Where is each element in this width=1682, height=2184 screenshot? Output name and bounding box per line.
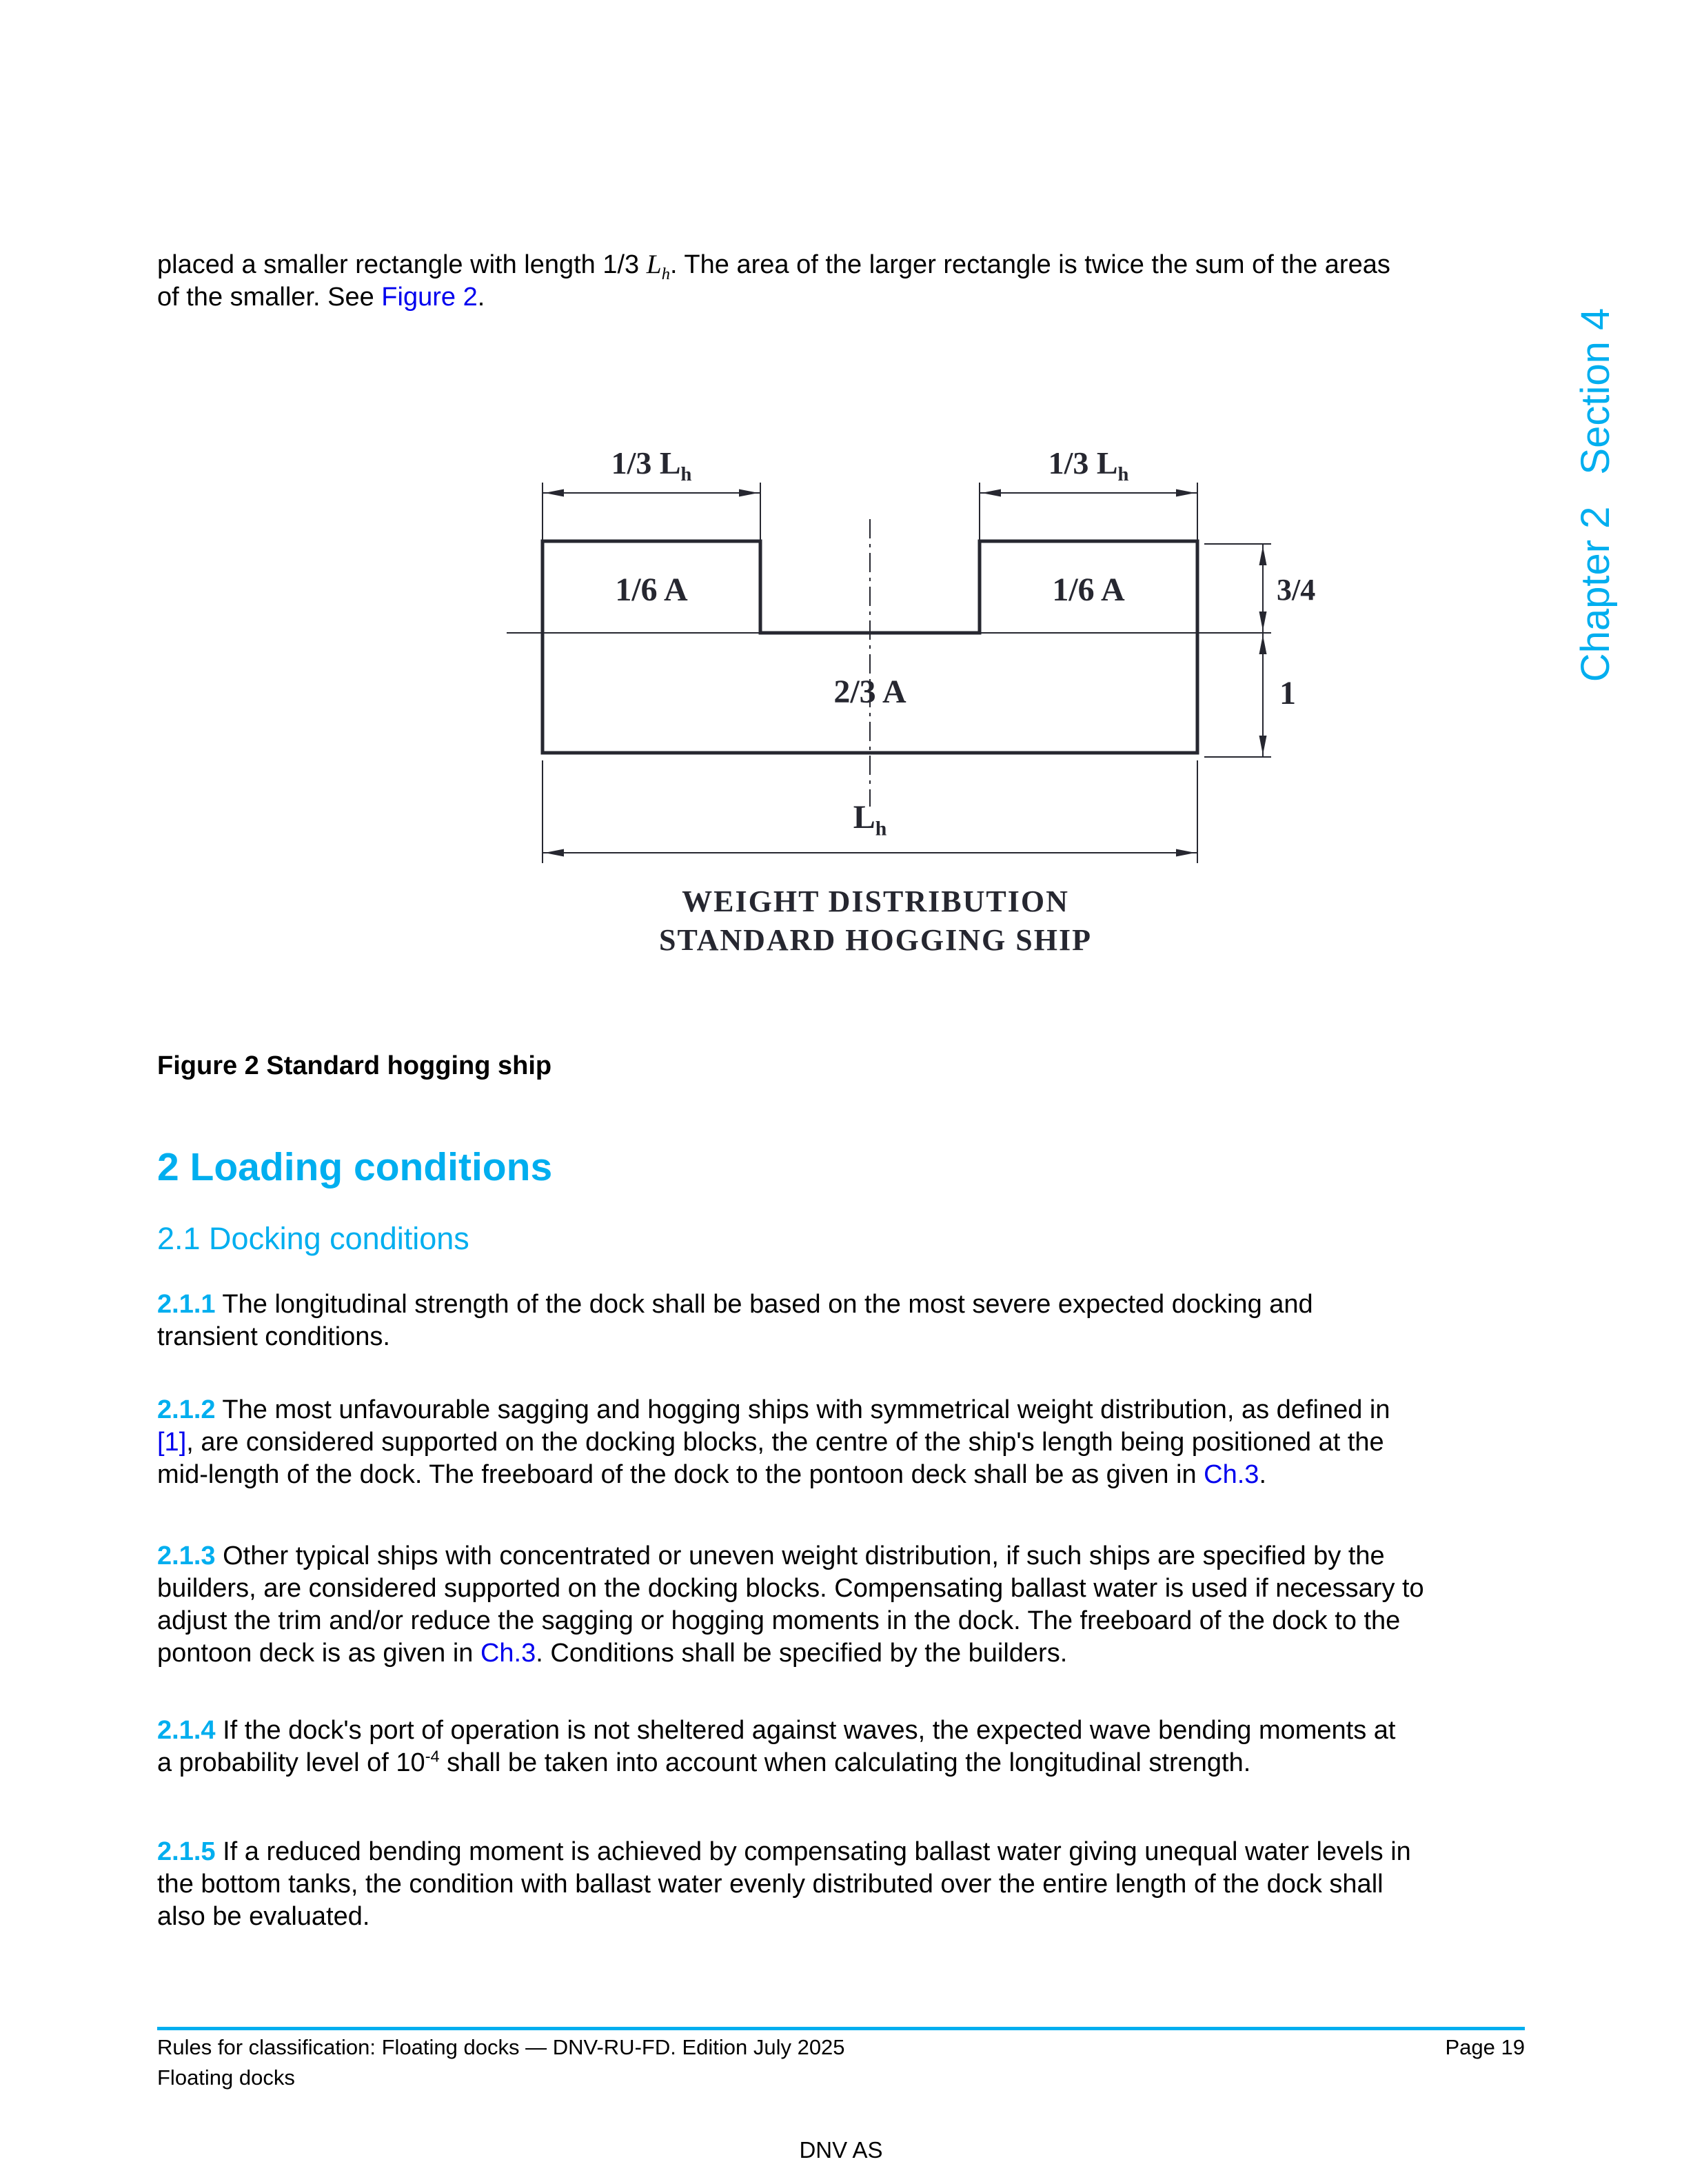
area-label-left: 1/6 A <box>615 572 688 608</box>
diagram-title-line1: WEIGHT DISTRIBUTION <box>682 884 1069 918</box>
paragraph-2-1-4 <box>157 1715 1577 1779</box>
paragraph-number: 2.1.1 <box>157 1290 216 1319</box>
sidebar-chapter-label: Chapter 2 <box>1573 506 1618 682</box>
figure-2-link[interactable]: Figure 2 <box>381 283 478 312</box>
footer-line-1 <box>157 2034 1525 2061</box>
superscript-exponent: -4 <box>425 1747 440 1766</box>
paragraph-2-1-5 <box>157 1836 1577 1933</box>
paragraph-text: the bottom tanks, the condition with ballast water evenly distributed over the entire length of the dock shall <box>157 1870 1384 1899</box>
intro-text-2: . The area of the larger rectangle is twice the sum of the areas <box>669 250 1390 279</box>
paragraph-number: 2.1.2 <box>157 1395 216 1424</box>
footer-line-2: Floating docks <box>157 2065 295 2090</box>
math-variable-Lh: $L_h$ <box>646 249 670 283</box>
paragraph-text: If the dock's port of operation is not sheltered against waves, the expected wave bending moments at <box>223 1716 1396 1745</box>
subsection-heading: 2.1 Docking conditions <box>157 1221 469 1256</box>
intro-paragraph <box>157 248 1570 314</box>
publisher-label: DNV AS <box>799 2137 883 2163</box>
paragraph-2-1-1 <box>157 1288 1577 1353</box>
length-label: $L_h$ <box>853 799 887 840</box>
ratio-label-upper: 3/4 <box>1277 573 1316 607</box>
figure-caption: Figure 2 Standard hogging ship <box>157 1051 552 1080</box>
paragraph-text: The most unfavourable sagging and hogging ships with symmetrical weight distribution, as defined in <box>222 1395 1390 1424</box>
dim-label-left: 1/3 $L_h$ <box>611 445 692 486</box>
paragraph-number: 2.1.3 <box>157 1541 216 1570</box>
paragraph-text: transient conditions. <box>157 1322 390 1351</box>
paragraph-number: 2.1.5 <box>157 1837 216 1866</box>
area-label-right: 1/6 A <box>1052 572 1125 608</box>
paragraph-text: . <box>1259 1460 1267 1489</box>
dim-label-right: 1/3 $L_h$ <box>1048 445 1129 486</box>
paragraph-text: , are considered supported on the docking blocks, the centre of the ship's length being positioned at the <box>186 1428 1384 1457</box>
sidebar-section-label: Section 4 <box>1573 307 1618 475</box>
paragraph-text: shall be taken into account when calculating the longitudinal strength. <box>439 1748 1251 1777</box>
ch3-link[interactable]: Ch.3 <box>480 1639 536 1668</box>
intro-text-4: . <box>477 283 485 312</box>
area-label-middle: 2/3 A <box>833 674 906 710</box>
paragraph-number: 2.1.4 <box>157 1716 216 1745</box>
paragraph-text: Other typical ships with concentrated or uneven weight distribution, if such ships are specified by the <box>223 1541 1385 1570</box>
paragraph-text: . Conditions shall be specified by the builders. <box>536 1639 1068 1668</box>
paragraph-text: The longitudinal strength of the dock shall be based on the most severe expected docking and <box>222 1290 1313 1319</box>
paragraph-text: a probability level of 10 <box>157 1748 425 1777</box>
paragraph-text: also be evaluated. <box>157 1902 370 1931</box>
intro-text-1: placed a smaller rectangle with length 1/3 <box>157 250 647 279</box>
ch3-link[interactable]: Ch.3 <box>1204 1460 1259 1489</box>
footer-rule <box>157 2027 1525 2030</box>
footer-edition-text: Rules for classification: Floating docks — DNV-RU-FD. Edition July 2025 <box>157 2035 845 2059</box>
chapter-section-sidebar <box>1572 254 1620 736</box>
intro-text-3: of the smaller. See <box>157 283 382 312</box>
diagram-title-line2: STANDARD HOGGING SHIP <box>659 923 1092 957</box>
ref-1-link[interactable]: [1] <box>157 1428 187 1457</box>
paragraph-text: adjust the trim and/or reduce the sagging or hogging moments in the dock. The freeboard of the dock to the <box>157 1606 1401 1635</box>
paragraph-text: If a reduced bending moment is achieved by compensating ballast water giving unequal water levels in <box>223 1837 1411 1866</box>
footer-page-number: Page 19 <box>1445 2035 1525 2059</box>
paragraph-2-1-2 <box>157 1394 1577 1491</box>
paragraph-2-1-3 <box>157 1540 1577 1670</box>
paragraph-text: pontoon deck is as given in <box>157 1639 480 1668</box>
paragraph-text: builders, are considered supported on the docking blocks. Compensating ballast water is used if necessary to <box>157 1574 1424 1603</box>
ratio-label-lower: 1 <box>1279 675 1296 711</box>
section-heading: 2 Loading conditions <box>157 1145 553 1189</box>
paragraph-text: mid-length of the dock. The freeboard of the dock to the pontoon deck shall be as given in <box>157 1460 1204 1489</box>
